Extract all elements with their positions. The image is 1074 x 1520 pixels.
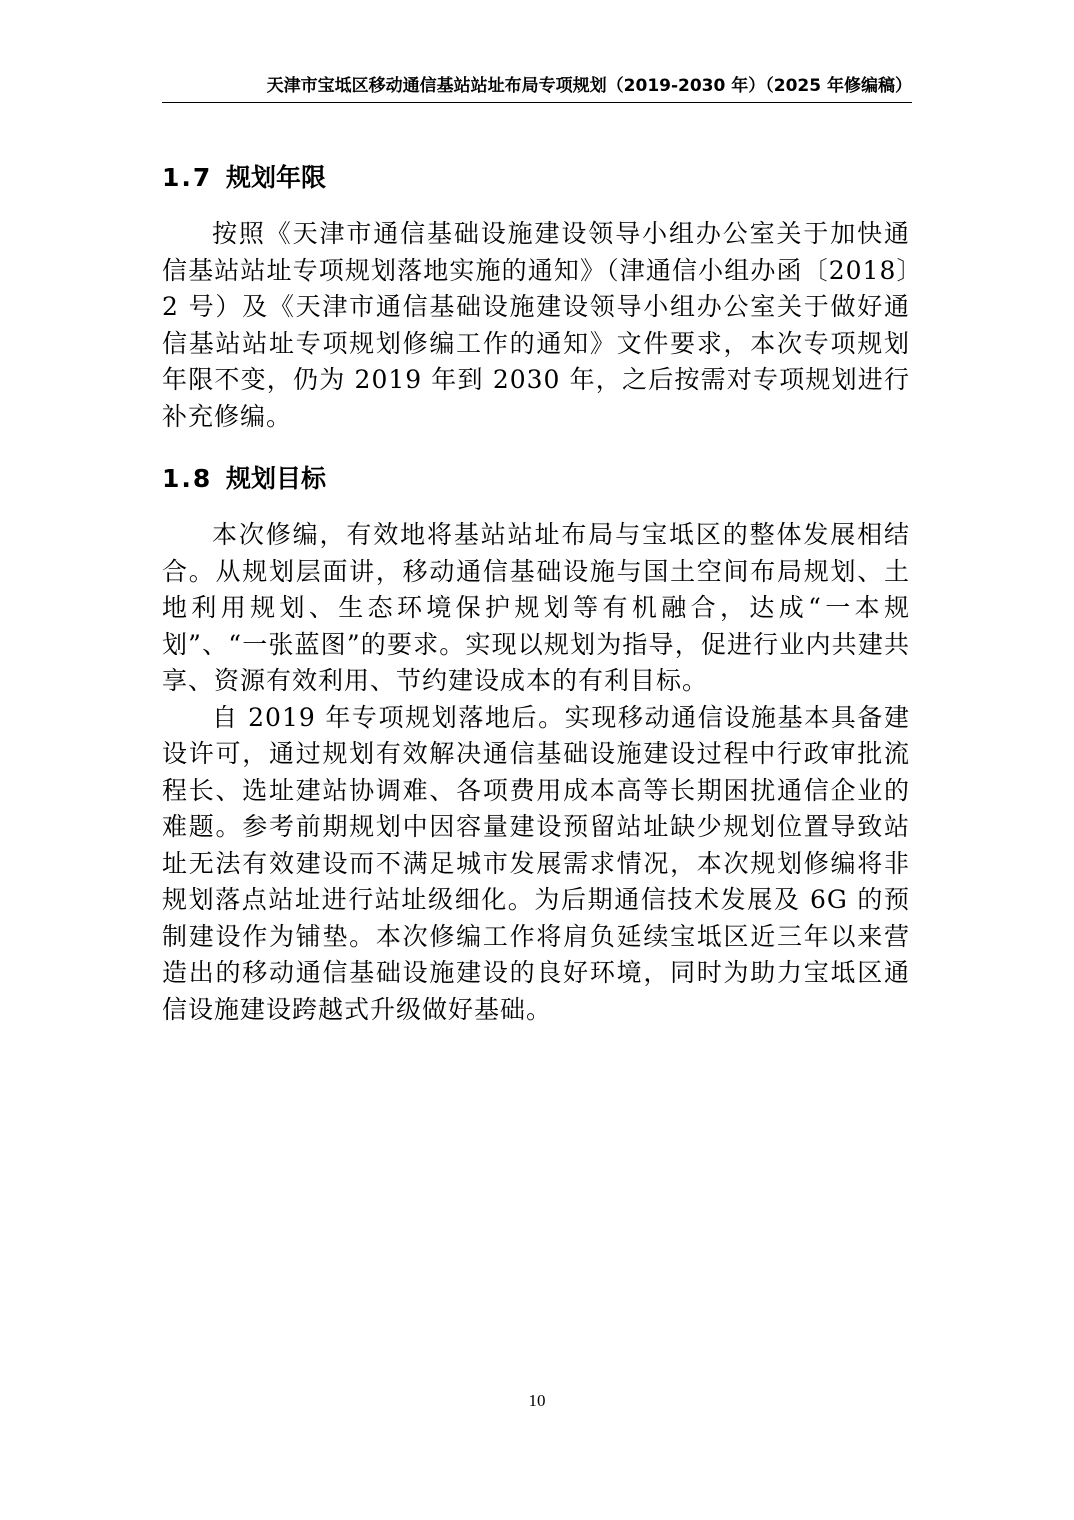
section-heading: [162, 150, 910, 206]
section-planning-period: [162, 150, 910, 435]
section-title: 规划年限: [226, 163, 327, 192]
paragraph: 本次修编，有效地将基站站址布局与宝坻区的整体发展相结合。从规划层面讲，移动通信基础设施与国土空间布局规划、土地利用规划、生态环境保护规划等有机融合，达成“一本规划”、“一张蓝图”的要求。实现以规划为指导，促进行业内共建共享、资源有效利用、节约建设成本的有利目标。: [162, 520, 910, 695]
paragraph: 自 2019 年专项规划落地后。实现移动通信设施基本具备建设许可，通过规划有效解决通信基础设施建设过程中行政审批流程长、选址建站协调难、各项费用成本高等长期困扰通信企业的难题。参考前期规划中因容量建设预留站址缺少规划位置导致站址无法有效建设而不满足城市发展需求情况，本次规划修编将非规划落点站址进行站址级细化。为后期通信技术发展及 6G 的预制建设作为铺垫。本次修编工作将肩负延续宝坻区近三年以来营造出的移动通信基础设施建设的良好环境，同时为助力宝坻区通信设施建设跨越式升级做好基础。: [162, 702, 910, 1024]
section-title: 规划目标: [226, 464, 327, 493]
paragraph: 按照《天津市通信基础设施建设领导小组办公室关于加快通信基站站址专项规划落地实施的通知》（津通信小组办函〔2018〕2 号）及《天津市通信基础设施建设领导小组办公室关于做好通信基站站址专项规划修编工作的通知》文件要求，本次专项规划年限不变，仍为 2019 年到 2030 年，之后按需对专项规划进行补充修编。: [162, 219, 910, 431]
section-heading: [162, 451, 910, 507]
running-header: 天津市宝坻区移动通信基站站址布局专项规划（2019-2030 年）（2025 年修编稿）: [266, 76, 912, 96]
section-planning-goals: [162, 451, 910, 1028]
page-number: 10: [528, 1391, 546, 1410]
section-number: 1.7: [162, 163, 213, 192]
page-content: [162, 150, 910, 1044]
header-rule: [162, 102, 912, 103]
section-number: 1.8: [162, 464, 213, 493]
